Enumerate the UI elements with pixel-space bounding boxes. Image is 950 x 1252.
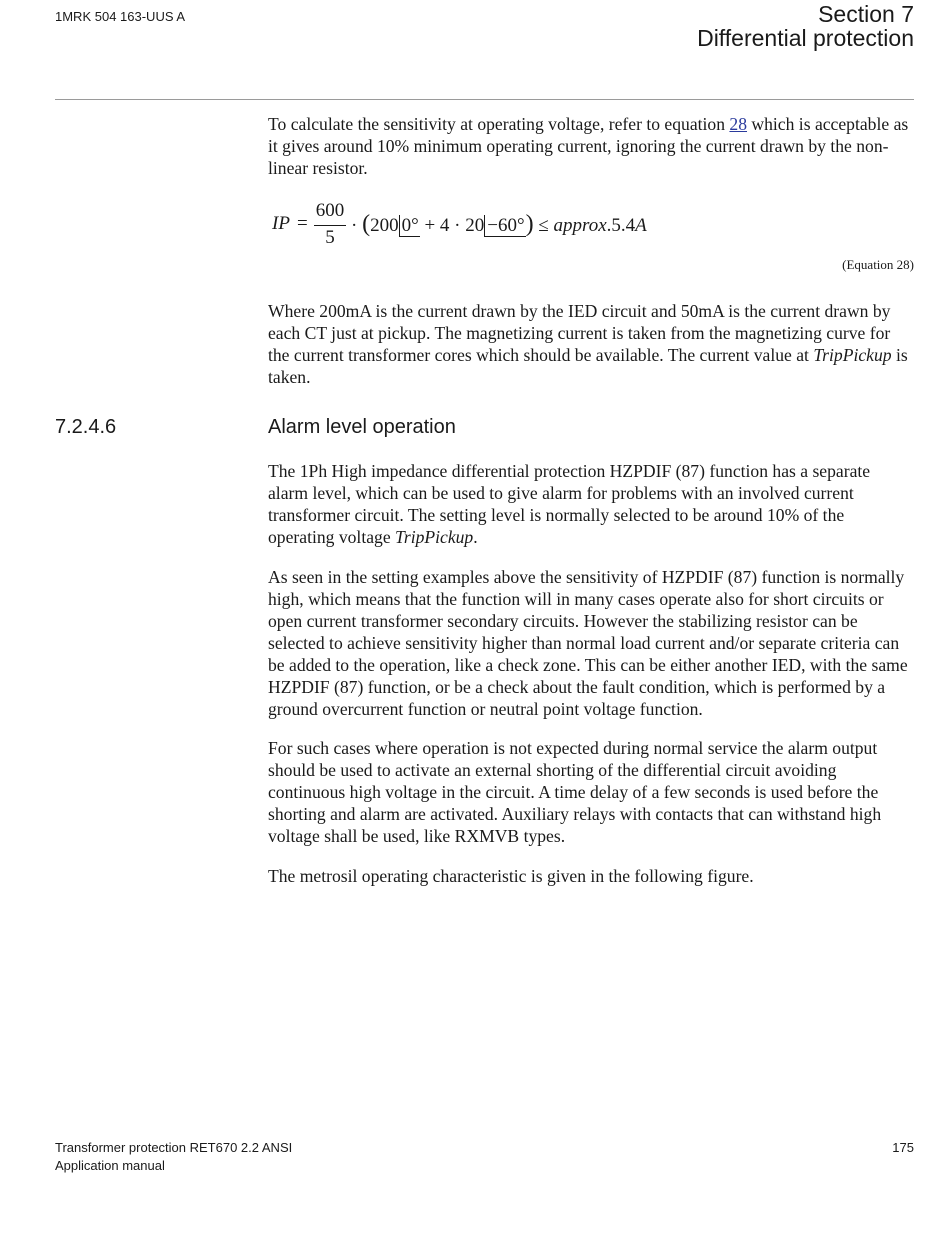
- trip-pickup-term: TripPickup: [395, 527, 474, 547]
- equation-28: [272, 200, 672, 254]
- alarm-paragraph-1: [268, 460, 914, 548]
- eq-plus: +: [424, 215, 436, 236]
- eq-lhs: IP: [272, 213, 290, 234]
- alarm-p1-text-start: The 1Ph High impedance differential protection HZPDIF (87) function has a separate alarm level, which can be used to give alarm for problems with an involved current transformer circuit. The setting level is normally selected to be around 10% of the operating voltage: [268, 461, 871, 547]
- equation-number: (Equation 28): [842, 257, 914, 272]
- header-divider: [55, 99, 914, 100]
- magnetizing-text-end: is taken.: [268, 345, 908, 387]
- eq-equals: =: [297, 213, 308, 234]
- eq-close-paren: ): [525, 211, 534, 237]
- magnetizing-text-start: Where 200mA is the current drawn by the IED circuit and 50mA is the current drawn by each CT just at pickup. The magnetizing current is taken from the magnetizing curve for the current transformer cores which should be available. The current value at: [268, 301, 891, 365]
- section-title: Differential protection: [697, 25, 914, 51]
- alarm-paragraph-2: As seen in the setting examples above the sensitivity of HZPDIF (87) function is normally high, which means that the function will in many cases operate also for short circuits or open current transformer secondary circuits. However the stabilizing resistor can be selected to achieve sensitivity higher than normal load current and/or separate criteria can be added to the operation, like a check zone. This can be either another IED, with the same HZPDIF (87) function, or be a check about the fault condition, which is performed by a ground overcurrent function or neutral point voltage function.: [268, 567, 908, 719]
- section-number: Section 7: [818, 1, 914, 27]
- eq-term2-dot: ·: [454, 215, 461, 236]
- subsection-number: 7.2.4.6: [55, 416, 117, 438]
- eq-term1-value: 200: [370, 215, 399, 236]
- eq-result: .5.4: [606, 215, 636, 236]
- eq-rhs: [351, 211, 647, 238]
- intro-paragraph: [268, 113, 914, 179]
- alarm-p1-text-end: .: [473, 527, 478, 547]
- footer-title: Transformer protection RET670 2.2 ANSI: [55, 1140, 293, 1155]
- footer-subtitle: Application manual: [55, 1158, 165, 1173]
- eq-term2-multiplier: 4: [439, 215, 450, 236]
- page-number: 175: [892, 1140, 914, 1155]
- eq-unit: A: [635, 215, 647, 236]
- trip-pickup-term: TripPickup: [813, 345, 892, 365]
- subsection-heading: Alarm level operation: [268, 416, 456, 438]
- eq-relation: ≤: [538, 215, 549, 236]
- magnetizing-paragraph: [268, 300, 914, 388]
- eq-term1-angle: 0°: [399, 215, 420, 237]
- eq-denominator: 5: [325, 227, 335, 248]
- alarm-paragraph-3: For such cases where operation is not expected during normal service the alarm output should be used to activate an external shorting of the differential circuit avoiding continuous high voltage in the circuit. A time delay of a few seconds is used before the shorting and alarm are activated. Auxiliary relays with contacts that can withstand high voltage shall be used, like RXMVB types.: [268, 738, 882, 846]
- eq-term2-value: 20: [465, 215, 485, 236]
- eq-open-paren: (: [362, 211, 371, 237]
- eq-fraction-bar: [314, 225, 346, 226]
- intro-text-start: To calculate the sensitivity at operating voltage, refer to equation: [268, 114, 730, 134]
- eq-dot: ·: [351, 215, 358, 236]
- equation-link[interactable]: 28: [729, 114, 748, 134]
- alarm-paragraph-4: The metrosil operating characteristic is given in the following figure.: [268, 866, 754, 886]
- eq-numerator: 600: [315, 200, 345, 221]
- document-id: 1MRK 504 163-UUS A: [55, 9, 186, 24]
- eq-term2-angle: −60°: [484, 215, 525, 237]
- eq-approx: approx: [553, 215, 607, 236]
- intro-text-end: which is acceptable as it gives around 10% minimum operating current, ignoring the current drawn by the non-linear resistor.: [268, 114, 909, 178]
